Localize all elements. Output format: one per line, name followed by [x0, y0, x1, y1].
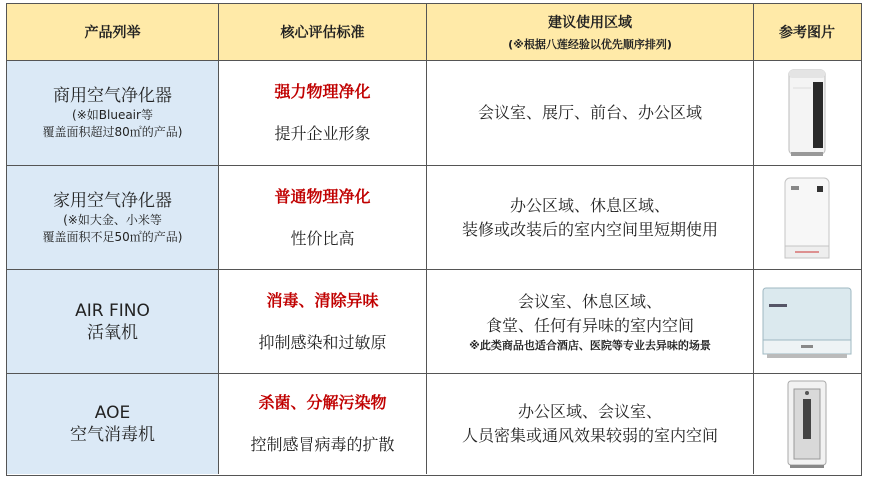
product-name-cell [7, 270, 219, 373]
header-product [7, 4, 219, 60]
criteria-detail: 抑制感染和过敏原 [258, 332, 387, 352]
product-subname: 空气消毒机 [70, 425, 155, 445]
criteria-cell [219, 166, 427, 269]
criteria-cell [219, 374, 427, 474]
product-subname: 活氧机 [87, 322, 138, 343]
criteria-cell [219, 270, 427, 373]
header-product-label: 产品列举 [84, 25, 141, 41]
image-cell [754, 270, 860, 373]
criteria-highlight: 消毒、清除异味 [266, 290, 379, 310]
image-cell [754, 61, 860, 165]
criteria-highlight: 强力物理净化 [274, 82, 371, 101]
table-row [7, 61, 861, 166]
product-note: (※如大金、小米等 [63, 212, 162, 227]
area-cell [427, 166, 754, 269]
product-name: 商用空气净化器 [53, 86, 172, 106]
image-cell [754, 166, 860, 269]
area-text: 会议室、展厅、前台、办公区域 [477, 103, 702, 122]
table-row [7, 374, 861, 474]
product-note: (※如Blueair等 [72, 108, 153, 122]
product-name: 家用空气净化器 [53, 190, 172, 211]
area-text: 食堂、任何有异味的室内空间 [485, 315, 694, 335]
product-name-cell [7, 374, 219, 474]
aoe-sterilizer-image [782, 379, 832, 469]
product-note: 覆盖面积不足50㎡的产品) [42, 229, 183, 244]
criteria-highlight: 杀菌、分解污染物 [258, 393, 387, 412]
area-text: 会议室、休息区域、 [517, 291, 662, 311]
criteria-detail: 性价比高 [290, 228, 355, 248]
image-cell [754, 374, 860, 474]
table-header-row [7, 4, 861, 61]
area-cell [427, 61, 754, 165]
home-purifier-image [781, 174, 833, 262]
header-area-sublabel: (※根据八莲经验以优先顺序排列) [508, 38, 672, 51]
header-criteria-label: 核心评估标准 [280, 25, 365, 41]
product-note: 覆盖面积超过80㎡的产品) [42, 125, 183, 139]
product-name-cell [7, 166, 219, 269]
area-text: 办公区域、会议室、 [517, 402, 662, 421]
area-note: ※此类商品也适合酒店、医院等专业去异味的场景 [469, 338, 711, 352]
header-image-label: 参考图片 [779, 25, 835, 41]
area-cell [427, 270, 754, 373]
header-image [754, 4, 860, 60]
header-area [427, 4, 754, 60]
criteria-cell [219, 61, 427, 165]
commercial-purifier-image [783, 68, 831, 158]
product-name: AIR FINO [75, 300, 150, 321]
header-area-label: 建议使用区域 [548, 15, 632, 31]
product-name: AOE [94, 403, 131, 423]
criteria-highlight: 普通物理净化 [274, 186, 371, 206]
area-text: 装修或改装后的室内空间里短期使用 [461, 219, 718, 239]
criteria-detail: 控制感冒病毒的扩散 [250, 435, 395, 454]
product-name-cell [7, 61, 219, 165]
area-text: 人员密集或通风效果较弱的室内空间 [461, 426, 718, 445]
air-fino-image [759, 284, 855, 360]
product-comparison-table [6, 3, 862, 476]
table-row [7, 270, 861, 374]
area-cell [427, 374, 754, 474]
criteria-detail: 提升企业形象 [274, 124, 371, 143]
table-row [7, 166, 861, 270]
area-text: 办公区域、休息区域、 [509, 195, 670, 215]
header-criteria [219, 4, 427, 60]
